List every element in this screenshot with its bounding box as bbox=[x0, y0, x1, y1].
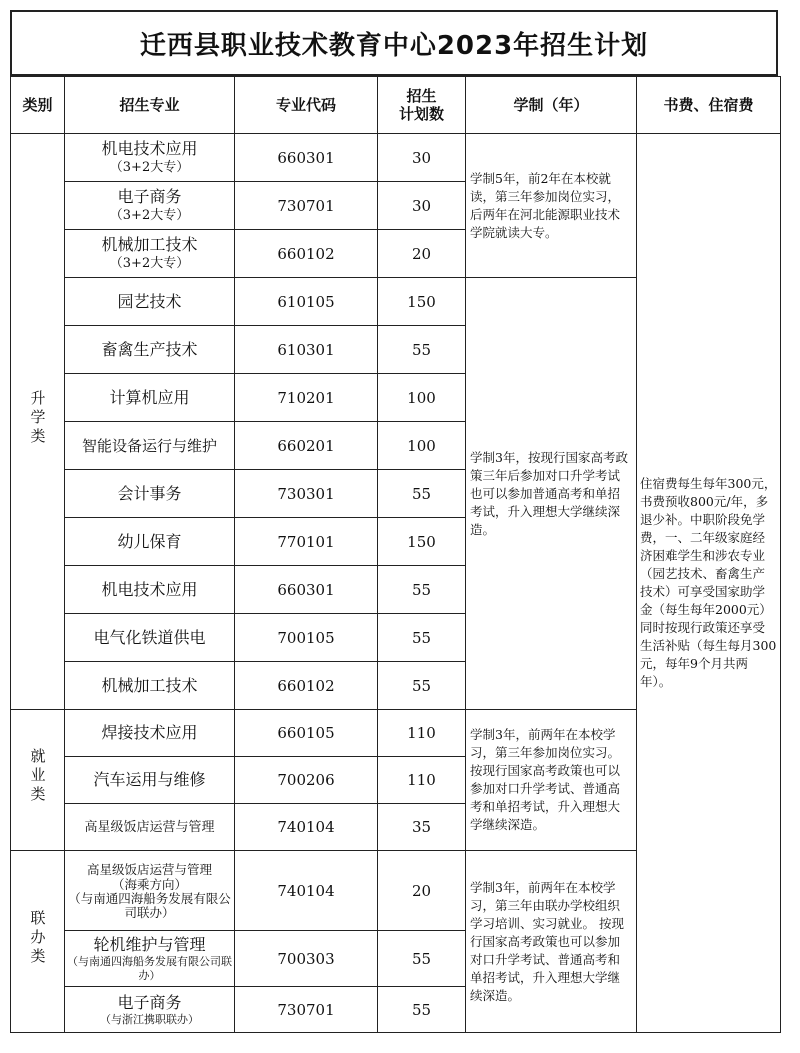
major-name: 电子商务 bbox=[117, 187, 182, 206]
category-higher bbox=[11, 134, 65, 710]
code-cell: 700303 bbox=[235, 931, 378, 987]
fees-note: 住宿费每生每年300元，书费预收800元/年，多退少补。中职阶段免学费，一、二年级家庭经济困难学生和涉农专业（园艺技术、畜禽生产技术）可享受国家助学金（每生每年2000元）同时按现行政策还享受生活补贴（每生每月300元，每年9个月共两年）。 bbox=[637, 134, 781, 1033]
plan-cell: 100 bbox=[378, 422, 466, 470]
major-note: （3+2大专） bbox=[109, 160, 190, 175]
major-name: 电子商务 bbox=[117, 992, 182, 1012]
major-cell bbox=[65, 931, 235, 987]
code-cell: 660201 bbox=[235, 422, 378, 470]
code-cell: 660301 bbox=[235, 134, 378, 182]
plan-cell: 20 bbox=[378, 230, 466, 278]
major-cell: 幼儿保育 bbox=[65, 518, 235, 566]
code-cell: 770101 bbox=[235, 518, 378, 566]
page-title: 迁西县职业技术教育中心2023年招生计划 bbox=[10, 10, 778, 76]
plan-cell: 110 bbox=[378, 757, 466, 804]
plan-cell: 110 bbox=[378, 710, 466, 757]
table-header-row bbox=[11, 77, 781, 134]
major-cell: 畜禽生产技术 bbox=[65, 326, 235, 374]
duration-note-employment: 学制3年，前两年在本校学习，第三年参加岗位实习。 按现行国家高考政策也可以参加对口升学考试、普通高考和单招考试，升入理想大学继续深造。 bbox=[466, 710, 637, 851]
plan-cell: 55 bbox=[378, 662, 466, 710]
category-label: 就业类 bbox=[28, 748, 47, 805]
major-cell: 计算机应用 bbox=[65, 374, 235, 422]
code-cell: 710201 bbox=[235, 374, 378, 422]
plan-cell: 55 bbox=[378, 566, 466, 614]
major-cell: 机械加工技术 bbox=[65, 662, 235, 710]
major-note: （海乘方向） bbox=[111, 876, 187, 892]
major-name: 高星级饭店运营与管理 bbox=[86, 861, 212, 877]
header-plan-count-line2: 计划数 bbox=[398, 105, 444, 123]
major-cell: 电气化铁道供电 bbox=[65, 614, 235, 662]
major-cell: 汽车运用与维修 bbox=[65, 757, 235, 804]
major-cell: 园艺技术 bbox=[65, 278, 235, 326]
major-cell bbox=[65, 134, 235, 182]
code-cell: 660102 bbox=[235, 230, 378, 278]
code-cell: 660301 bbox=[235, 566, 378, 614]
duration-note-3plus2: 学制5年，前2年在本校就读，第三年参加岗位实习，后两年在河北能源职业技术学院就读大专。 bbox=[466, 134, 637, 278]
plan-cell: 55 bbox=[378, 614, 466, 662]
major-name: 机械加工技术 bbox=[101, 235, 198, 254]
code-cell: 730701 bbox=[235, 182, 378, 230]
major-cell: 智能设备运行与维护 bbox=[65, 422, 235, 470]
enrollment-plan-sheet bbox=[10, 10, 780, 1043]
plan-cell: 30 bbox=[378, 182, 466, 230]
plan-cell: 30 bbox=[378, 134, 466, 182]
duration-note-joint: 学制3年，前两年在本校学习，第三年由联办学校组织学习培训、实习就业。 按现行国家高考政策也可以参加对口升学考试、普通高考和单招考试，升入理想大学继续深造。 bbox=[466, 851, 637, 1033]
major-cell: 机电技术应用 bbox=[65, 566, 235, 614]
duration-note-higher: 学制3年，按现行国家高考政策三年后参加对口升学考试也可以参加普通高考和单招考试，升入理想大学继续深造。 bbox=[466, 278, 637, 710]
plan-cell: 55 bbox=[378, 470, 466, 518]
header-plan-count-line1: 招生 bbox=[406, 87, 437, 105]
header-plan-count bbox=[378, 77, 466, 134]
plan-cell: 35 bbox=[378, 804, 466, 851]
major-cell bbox=[65, 851, 235, 931]
code-cell: 740104 bbox=[235, 851, 378, 931]
code-cell: 610301 bbox=[235, 326, 378, 374]
code-cell: 730301 bbox=[235, 470, 378, 518]
plan-cell: 150 bbox=[378, 518, 466, 566]
code-cell: 660105 bbox=[235, 710, 378, 757]
code-cell: 740104 bbox=[235, 804, 378, 851]
major-note: （3+2大专） bbox=[109, 256, 190, 271]
major-cell: 会计事务 bbox=[65, 470, 235, 518]
category-label: 联办类 bbox=[28, 909, 47, 967]
plan-cell: 55 bbox=[378, 326, 466, 374]
plan-cell: 150 bbox=[378, 278, 466, 326]
code-cell: 700206 bbox=[235, 757, 378, 804]
enrollment-table bbox=[10, 76, 781, 1033]
category-employment bbox=[11, 710, 65, 851]
major-note: （3+2大专） bbox=[109, 208, 190, 223]
plan-cell: 100 bbox=[378, 374, 466, 422]
major-cell: 高星级饭店运营与管理 bbox=[65, 804, 235, 851]
plan-cell: 55 bbox=[378, 931, 466, 987]
plan-cell: 55 bbox=[378, 987, 466, 1033]
category-joint bbox=[11, 851, 65, 1033]
header-fees: 书费、住宿费 bbox=[637, 77, 781, 134]
plan-cell: 20 bbox=[378, 851, 466, 931]
code-cell: 610105 bbox=[235, 278, 378, 326]
header-major: 招生专业 bbox=[65, 77, 235, 134]
major-name: 轮机维护与管理 bbox=[93, 934, 206, 954]
major-cell bbox=[65, 230, 235, 278]
header-duration: 学制（年） bbox=[466, 77, 637, 134]
major-cell bbox=[65, 987, 235, 1033]
major-cell bbox=[65, 182, 235, 230]
table-row bbox=[11, 134, 781, 182]
major-note-partner: （与南通四海船务发展有限公司联办） bbox=[68, 890, 231, 920]
major-cell: 焊接技术应用 bbox=[65, 710, 235, 757]
major-note: （与浙江携职联办） bbox=[100, 1012, 199, 1026]
code-cell: 700105 bbox=[235, 614, 378, 662]
code-cell: 730701 bbox=[235, 987, 378, 1033]
major-note: （与南通四海船务发展有限公司联办） bbox=[67, 954, 232, 982]
header-code: 专业代码 bbox=[235, 77, 378, 134]
category-label: 升学类 bbox=[28, 389, 47, 447]
code-cell: 660102 bbox=[235, 662, 378, 710]
header-category: 类别 bbox=[11, 77, 65, 134]
major-name: 机电技术应用 bbox=[101, 139, 198, 158]
